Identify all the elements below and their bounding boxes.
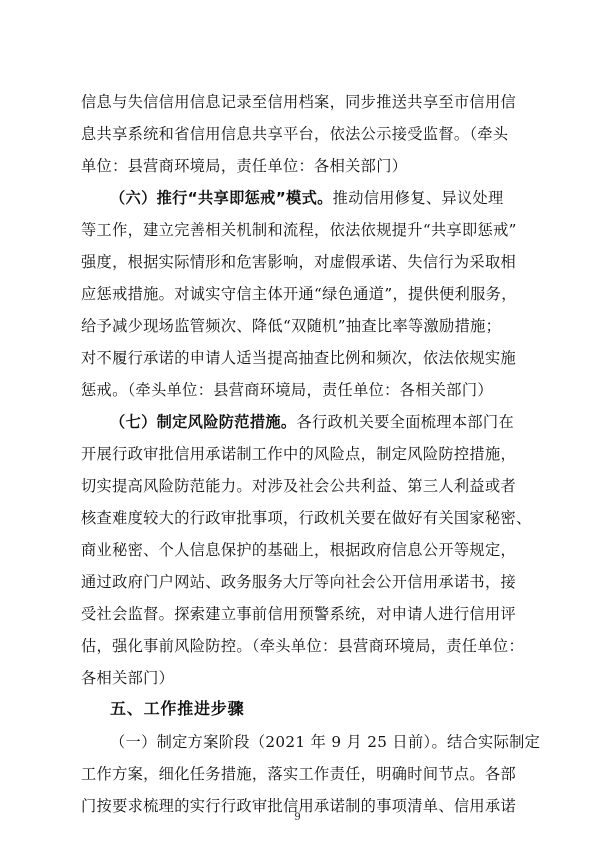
line-text: 息共享系统和省信用信息共享平台，依法公示接受监督。（牵头 [81, 125, 509, 143]
body-line [81, 220, 517, 240]
body-line [81, 508, 532, 528]
line-text: 工作方案，细化任务措施，落实工作责任，明确时间节点。各部 [81, 765, 517, 783]
line-text: 通过政府门户网站、政务服务大厅等向社会公开信用承诺书，接 [81, 573, 517, 591]
line-text: 强度，根据实际情形和危害影响，对虚假承诺、失信行为采取相 [81, 253, 517, 271]
section-six-title: （六）推行“共享即惩戒”模式。 [110, 189, 333, 207]
heading-text: 五、工作推进步骤 [110, 699, 245, 718]
body-line [81, 636, 524, 656]
line-text: 对不履行承诺的申请人适当提高抽查比例和频次，依法依规实施 [81, 349, 517, 367]
body-line [81, 316, 501, 336]
line-text: 等工作，建立完善相关机制和流程，依法依规提升“共享即惩戒” [81, 221, 517, 239]
line-text: 各相关部门） [81, 669, 175, 687]
body-line [81, 284, 517, 304]
body-line [81, 124, 508, 144]
body-line [81, 540, 516, 560]
line-text: 门按要求梳理的实行行政审批信用承诺制的事项清单、信用承诺 [81, 797, 517, 815]
body-line [81, 668, 174, 688]
line-text: 各行政机关要全面梳理本部门在 [296, 413, 514, 431]
line-text: 受社会监督。探索建立事前信用预警系统，对申请人进行信用评 [81, 605, 517, 623]
body-line [81, 476, 516, 496]
line-text: 推动信用修复、异议处理 [332, 189, 504, 207]
line-text: 核查难度较大的行政审批事项，行政机关要在做好有关国家秘密、 [81, 509, 532, 527]
section-heading [110, 699, 244, 719]
body-line [81, 604, 516, 624]
section-seven-title: （七）制定风险防范措施。 [110, 413, 297, 431]
line-text: 估，强化事前风险防控。（牵头单位：县营商环境局，责任单位： [81, 637, 524, 655]
section-seven-line [110, 412, 514, 432]
body-line [81, 572, 516, 592]
body-line [81, 348, 516, 368]
line-text: 切实提高风险防范能力。对涉及社会公共利益、第三人利益或者 [81, 477, 517, 495]
body-line [110, 732, 540, 752]
body-line [81, 444, 516, 464]
body-line [81, 380, 493, 400]
line-text: 惩戒。（牵头单位：县营商环境局，责任单位：各相关部门） [81, 381, 493, 399]
page-number: 9 [294, 812, 301, 823]
line-text: 信息与失信信用信息记录至信用档案，同步推送共享至市信用信 [81, 93, 517, 111]
line-text: 商业秘密、个人信息保护的基础上，根据政府信息公开等规定， [81, 541, 517, 559]
body-line [81, 156, 407, 176]
line-text: （一）制定方案阶段（2021 年 9 月 25 日前）。结合实际制定 [110, 733, 541, 751]
body-line [81, 92, 516, 112]
body-line [81, 252, 516, 272]
section-six-line [110, 188, 504, 208]
line-text: 应惩戒措施。对诚实守信主体开通“绿色通道”，提供便利服务， [81, 285, 517, 303]
line-text: 单位：县营商环境局，责任单位：各相关部门） [81, 157, 408, 175]
line-text: 开展行政审批信用承诺制工作中的风险点，制定风险防控措施， [81, 445, 517, 463]
line-text: 给予减少现场监管频次、降低“双随机”抽查比率等激励措施； [81, 317, 502, 335]
body-line [81, 764, 516, 784]
